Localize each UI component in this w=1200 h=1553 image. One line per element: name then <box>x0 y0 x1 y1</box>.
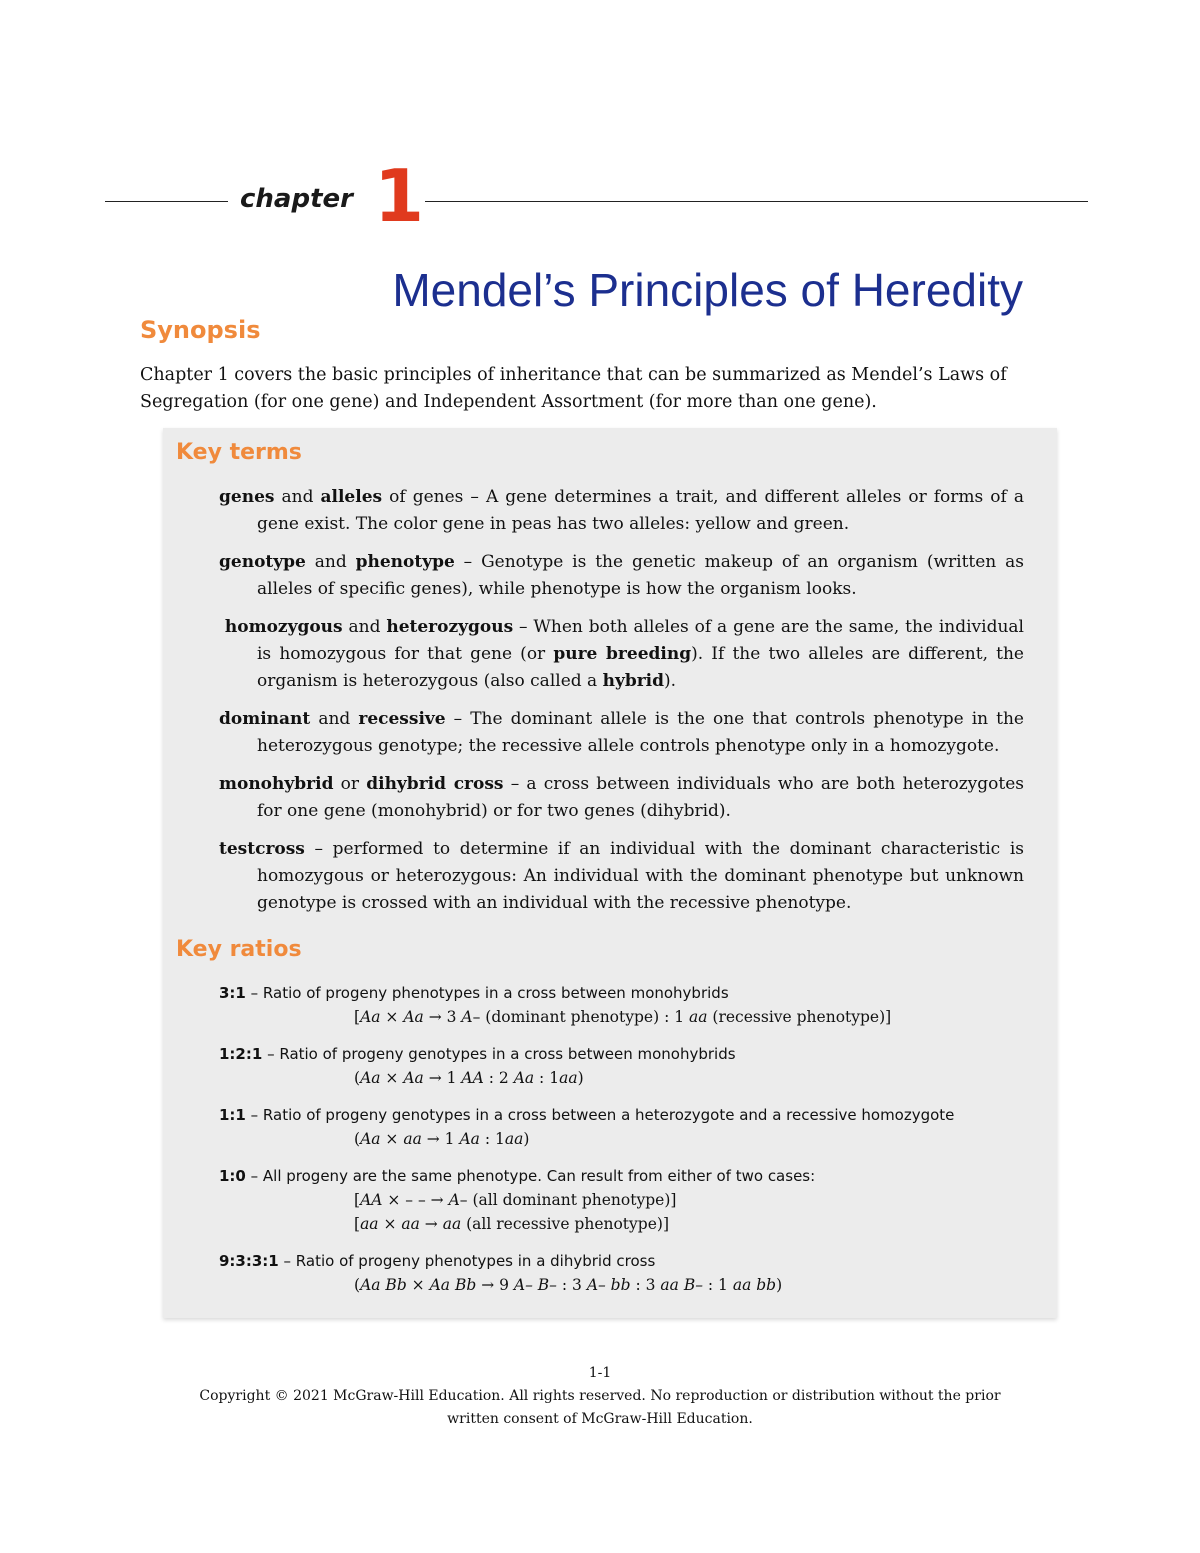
chapter-header <box>0 154 1200 238</box>
ratio-equation: (Aa Bb × Aa Bb → 9 A– B– : 3 A– bb : 3 aa B– : 1 aa bb) <box>354 1276 783 1294</box>
synopsis-heading: Synopsis <box>140 316 261 344</box>
term-name: monohybrid <box>219 774 334 794</box>
ratio-value: 1:2:1 <box>219 1045 263 1063</box>
chapter-number: 1 <box>374 154 425 238</box>
ratio-description: – All progeny are the same phenotype. Can result from either of two cases: <box>245 1167 816 1185</box>
term-dominant-recessive <box>219 706 1024 760</box>
term-name: testcross <box>219 839 305 859</box>
term-definition: ). <box>664 671 677 691</box>
ratio-1-0 <box>219 1164 1024 1236</box>
term-monohybrid-dihybrid <box>219 771 1024 825</box>
term-name: genotype <box>219 552 306 572</box>
ratio-1-2-1 <box>219 1042 1024 1090</box>
term-definition: – a cross between individuals who are both heterozygotes for one gene (monohybrid) or for two genes (dihybrid). <box>257 774 1025 821</box>
term-definition: ). If the two alleles are different, the organism is heterozygous (also called a <box>257 644 1024 691</box>
chapter-label: chapter <box>240 184 353 214</box>
term-testcross <box>219 836 1024 917</box>
term-definition: – performed to determine if an individual with the dominant characteristic is homozygous or heterozygous: An individual with the dominant phenotype but unknown genotype is crossed with an individual with the recessive phenotype. <box>257 839 1024 913</box>
synopsis-text: Chapter 1 covers the basic principles of inheritance that can be summarized as Mendel’s Laws of Segregation (for one gene) and Independent Assortment (for more than one gene). <box>140 365 1007 412</box>
term-joiner: and <box>305 552 356 572</box>
term-name: dihybrid cross <box>366 774 504 794</box>
term-definition: – When both alleles of a gene are the same, the individual is homozygous for that gene (or <box>257 617 1024 664</box>
ratio-equation: [Aa × Aa → 3 A– (dominant phenotype) : 1 aa (recessive phenotype)] <box>354 1008 892 1026</box>
term-name: dominant <box>219 709 311 729</box>
term-name: recessive <box>358 709 446 729</box>
ratio-description: – Ratio of progeny phenotypes in a dihybrid cross <box>278 1252 656 1270</box>
term-definition: of genes – A gene determines a trait, and different alleles or forms of a gene exist. The color gene in peas has two alleles: yellow and green. <box>257 487 1024 534</box>
key-box <box>163 428 1057 1318</box>
term-name: genes <box>219 487 275 507</box>
key-ratios-list <box>219 981 1024 1310</box>
term-genes-alleles <box>219 484 1024 538</box>
term-joiner: or <box>333 774 367 794</box>
term-genotype-phenotype <box>219 549 1024 603</box>
ratio-9-3-3-1 <box>219 1249 1024 1297</box>
term-definition: – The dominant allele is the one that controls phenotype in the heterozygous genotype; the recessive allele controls phenotype only in a homozygote. <box>257 709 1024 756</box>
key-ratios-heading: Key ratios <box>176 937 302 962</box>
ratio-value: 1:0 <box>219 1167 246 1185</box>
page-footer <box>0 1362 1200 1431</box>
ratio-value: 3:1 <box>219 984 246 1002</box>
term-name: homozygous <box>224 617 343 637</box>
ratio-equation: (Aa × Aa → 1 AA : 2 Aa : 1aa) <box>354 1069 584 1087</box>
term-homozygous-heterozygous <box>219 614 1024 695</box>
ratio-value: 1:1 <box>219 1106 246 1124</box>
ratio-equation: (Aa × aa → 1 Aa : 1aa) <box>354 1130 530 1148</box>
term-emphasis: hybrid <box>602 671 665 691</box>
header-rule-right <box>425 201 1088 202</box>
copyright-line: written consent of McGraw-Hill Education. <box>447 1411 753 1427</box>
ratio-equation: [aa × aa → aa (all recessive phenotype)] <box>354 1215 669 1233</box>
term-joiner: and <box>342 617 387 637</box>
term-joiner: and <box>310 709 359 729</box>
ratio-1-1 <box>219 1103 1024 1151</box>
ratio-description: – Ratio of progeny genotypes in a cross between a heterozygote and a recessive homozygote <box>245 1106 955 1124</box>
key-terms-heading: Key terms <box>176 440 302 465</box>
page-number: 1-1 <box>588 1365 612 1381</box>
term-name: phenotype <box>355 552 455 572</box>
ratio-equation: [AA × – – → A– (all dominant phenotype)] <box>354 1191 677 1209</box>
term-definition: – Genotype is the genetic makeup of an organism (written as alleles of specific genes), while phenotype is how the organism looks. <box>257 552 1024 599</box>
term-name: alleles <box>320 487 383 507</box>
ratio-description: – Ratio of progeny genotypes in a cross between monohybrids <box>262 1045 736 1063</box>
term-joiner: and <box>274 487 321 507</box>
key-terms-list <box>219 484 1024 928</box>
chapter-title: Mendel’s Principles of Heredity <box>392 264 1023 316</box>
ratio-description: – Ratio of progeny phenotypes in a cross between monohybrids <box>245 984 729 1002</box>
term-name: heterozygous <box>386 617 514 637</box>
ratio-value: 9:3:3:1 <box>219 1252 279 1270</box>
header-rule-left <box>105 201 228 202</box>
ratio-3-1 <box>219 981 1024 1029</box>
copyright-line: Copyright © 2021 McGraw-Hill Education. All rights reserved. No reproduction or distribution without the prior <box>199 1388 1001 1404</box>
term-emphasis: pure breeding <box>553 644 692 664</box>
